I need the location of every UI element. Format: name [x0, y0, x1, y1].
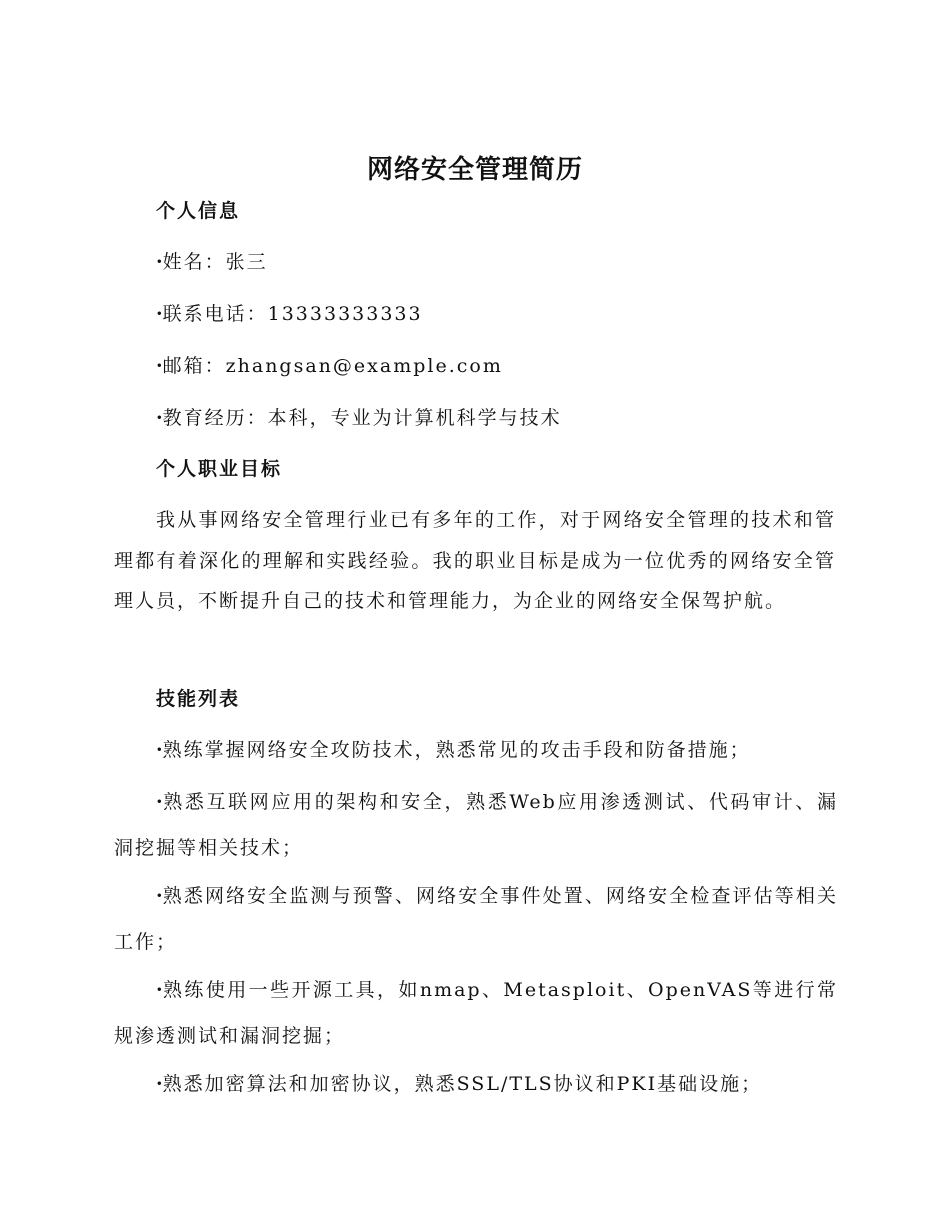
skill-item	[114, 727, 838, 773]
bullet-dot: ·	[156, 251, 163, 273]
skill-item-text: 熟练掌握网络安全攻防技术，熟悉常见的攻击手段和防备措施；	[162, 739, 751, 761]
skills-heading: 技能列表	[156, 688, 241, 710]
info-item-text: 教育经历：本科，专业为计算机科学与技术	[162, 407, 562, 429]
info-item-phone	[156, 300, 423, 328]
bullet-dot: ·	[156, 355, 163, 377]
skill-item-text: 熟悉加密算法和加密协议，熟悉SSL/TLS协议和PKI基础设施；	[162, 1073, 763, 1095]
bullet-dot: ·	[156, 979, 163, 1001]
bullet-dot: ·	[156, 407, 163, 429]
bullet-dot: ·	[156, 885, 163, 907]
page-title: 网络安全管理简历	[366, 155, 583, 185]
info-item-text: 邮箱：zhangsan@example.com	[162, 355, 503, 377]
info-item-text: 姓名：张三	[162, 251, 268, 273]
skill-item	[114, 1061, 838, 1107]
skill-item	[114, 967, 838, 1059]
info-item-name	[156, 248, 268, 276]
info-item-text: 联系电话：13333333333	[162, 303, 423, 325]
skill-item-text: 熟练使用一些开源工具，如nmap、Metasploit、OpenVAS等进行常规渗透测试和漏洞挖掘；	[114, 979, 838, 1047]
bullet-dot: ·	[156, 1073, 163, 1095]
skill-item-text: 熟悉网络安全监测与预警、网络安全事件处置、网络安全检查评估等相关工作；	[114, 885, 838, 953]
bullet-dot: ·	[156, 739, 163, 761]
skill-item	[114, 779, 838, 871]
info-item-education	[156, 404, 562, 432]
skill-item	[114, 873, 838, 965]
bullet-dot: ·	[156, 303, 163, 325]
info-item-email	[156, 352, 503, 380]
career-goal-heading: 个人职业目标	[156, 458, 283, 480]
personal-info-heading: 个人信息	[156, 200, 241, 222]
career-goal-paragraph: 我从事网络安全管理行业已有多年的工作，对于网络安全管理的技术和管理都有着深化的理解和实践经验。我的职业目标是成为一位优秀的网络安全管理人员，不断提升自己的技术和管理能力，为企业的网络安全保驾护航。	[114, 509, 836, 612]
skill-item-text: 熟悉互联网应用的架构和安全，熟悉Web应用渗透测试、代码审计、漏洞挖掘等相关技术；	[114, 791, 838, 859]
bullet-dot: ·	[156, 791, 163, 813]
